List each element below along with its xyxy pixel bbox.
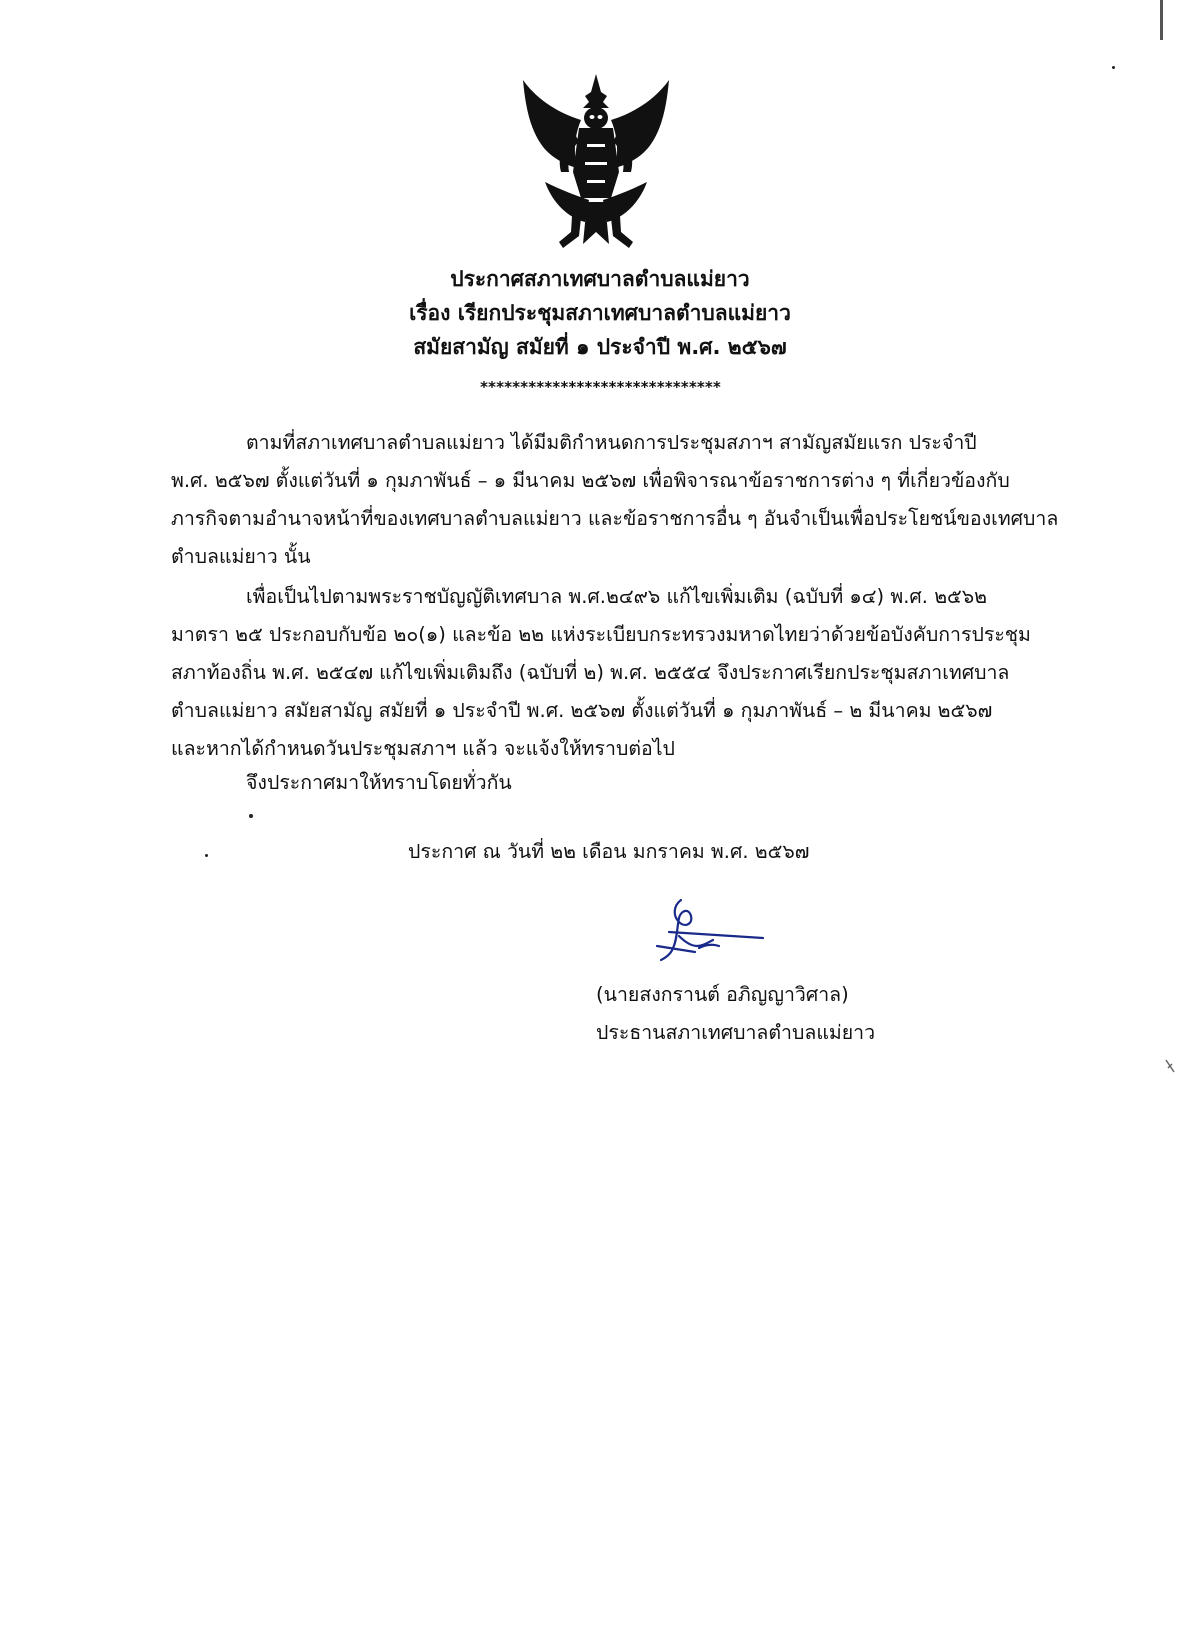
paragraph-2-line: มาตรา ๒๕ ประกอบกับข้อ ๒๐(๑) และข้อ ๒๒ แห่งระเบียบกระทรวงมหาดไทยว่าด้วยข้อบังคับการประชุม bbox=[171, 623, 1031, 646]
scan-edge bbox=[1160, 0, 1163, 40]
paragraph-1-line: ภารกิจตามอำนาจหน้าที่ของเทศบาลตำบลแม่ยาว และข้อราชการอื่น ๆ อันจำเป็นเพื่อประโยชน์ของเทศบาล bbox=[171, 507, 1059, 530]
paragraph-3: จึงประกาศมาให้ทราบโดยทั่วกัน bbox=[246, 771, 512, 794]
scan-speck bbox=[249, 814, 253, 818]
paragraph-2-line: สภาท้องถิ่น พ.ศ. ๒๕๔๗ แก้ไขเพิ่มเติมถึง (ฉบับที่ ๒) พ.ศ. ๒๕๕๔ จึงประกาศเรียกประชุมสภาเทศบาล bbox=[171, 661, 1010, 684]
scan-speck bbox=[205, 854, 208, 857]
paragraph-2-line: ตำบลแม่ยาว สมัยสามัญ สมัยที่ ๑ ประจำปี พ.ศ. ๒๕๖๗ ตั้งแต่วันที่ ๑ กุมภาพันธ์ – ๒ มีนาคม ๒๕๖๗ bbox=[171, 699, 993, 722]
scan-speck bbox=[1112, 66, 1115, 69]
title-line-1: ประกาศสภาเทศบาลตำบลแม่ยาว bbox=[450, 267, 750, 291]
announcement-date: ประกาศ ณ วันที่ ๒๒ เดือน มกราคม พ.ศ. ๒๕๖๗ bbox=[408, 840, 810, 863]
paragraph-1 bbox=[171, 424, 1059, 576]
signature-icon bbox=[655, 896, 765, 966]
signer-position: ประธานสภาเทศบาลตำบลแม่ยาว bbox=[596, 1021, 876, 1044]
garuda-emblem-icon bbox=[515, 72, 677, 254]
paragraph-2 bbox=[171, 578, 1037, 768]
separator: ****************************** bbox=[479, 378, 721, 396]
title-line-2: เรื่อง เรียกประชุมสภาเทศบาลตำบลแม่ยาว bbox=[409, 301, 791, 325]
paragraph-1-line: ตำบลแม่ยาว นั้น bbox=[171, 545, 311, 568]
signer-name: (นายสงกรานต์ อภิญญาวิศาล) bbox=[596, 983, 849, 1006]
paragraph-1-line: ตามที่สภาเทศบาลตำบลแม่ยาว ได้มีมติกำหนดการประชุมสภาฯ สามัญสมัยแรก ประจำปี bbox=[246, 431, 977, 454]
document-title bbox=[0, 262, 1200, 364]
paragraph-2-line: และหากได้กำหนดวันประชุมสภาฯ แล้ว จะแจ้งให้ทราบต่อไป bbox=[171, 737, 675, 760]
scan-artifact bbox=[1164, 1058, 1176, 1076]
paragraph-1-line: พ.ศ. ๒๕๖๗ ตั้งแต่วันที่ ๑ กุมภาพันธ์ – ๑ มีนาคม ๒๕๖๗ เพื่อพิจารณาข้อราชการต่าง ๆ ที่เกี่ยวข้องกับ bbox=[171, 469, 1010, 492]
signer-block bbox=[596, 976, 875, 1052]
paragraph-2-line: เพื่อเป็นไปตามพระราชบัญญัติเทศบาล พ.ศ.๒๔๙๖ แก้ไขเพิ่มเติม (ฉบับที่ ๑๔) พ.ศ. ๒๕๖๒ bbox=[246, 585, 988, 608]
title-line-3: สมัยสามัญ สมัยที่ ๑ ประจำปี พ.ศ. ๒๕๖๗ bbox=[413, 335, 787, 359]
